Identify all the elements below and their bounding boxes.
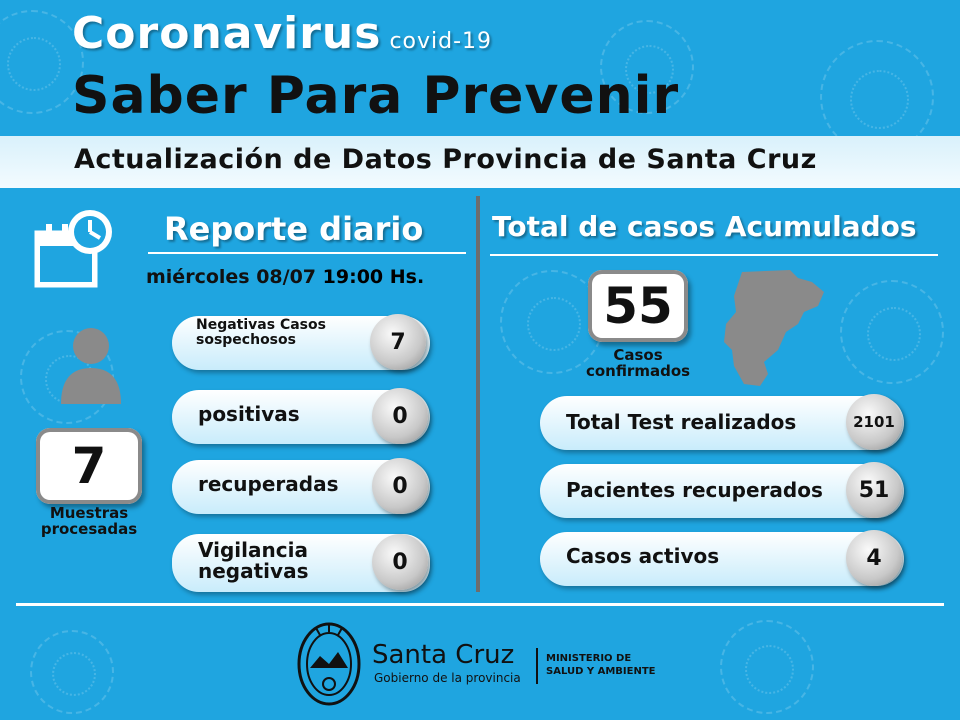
samples-label: Muestras procesadas xyxy=(40,504,138,538)
daily-item-value: 0 xyxy=(372,534,428,590)
confirmed-value: 55 xyxy=(603,277,673,335)
ministry-line-2: SALUD Y AMBIENTE xyxy=(546,666,656,677)
confirmed-label: Casos confirmados xyxy=(585,346,691,380)
daily-item-label: positivas xyxy=(198,402,300,426)
cumulative-item-label: Total Test realizados xyxy=(566,410,797,434)
footer-separator xyxy=(536,648,538,684)
daily-item-label: recuperadas xyxy=(198,472,339,496)
virus-decoration xyxy=(840,280,944,384)
daily-item-value: 0 xyxy=(372,458,428,514)
calendar-clock-icon xyxy=(32,206,118,290)
slogan: Saber Para Prevenir xyxy=(72,66,680,126)
page-title xyxy=(72,8,492,59)
cumulative-title-underline xyxy=(490,254,938,256)
person-icon xyxy=(58,326,124,406)
samples-value: 7 xyxy=(71,437,107,495)
footer-brand: Santa Cruz xyxy=(372,640,515,670)
cumulative-item-value: 51 xyxy=(846,462,902,518)
report-date-text: miércoles 08/07 xyxy=(146,266,317,288)
virus-decoration xyxy=(30,630,114,714)
title-text: Coronavirus xyxy=(72,8,382,59)
banner-text: Actualización de Datos Provincia de Santa Cruz xyxy=(74,144,817,175)
province-map-icon xyxy=(720,266,832,390)
daily-report-title: Reporte diario xyxy=(164,210,424,248)
daily-title-underline xyxy=(148,252,466,254)
coat-of-arms-icon xyxy=(296,622,362,706)
daily-item-value: 0 xyxy=(372,388,428,444)
cumulative-item-label: Pacientes recuperados xyxy=(566,478,823,502)
samples-box xyxy=(36,428,142,504)
section-divider xyxy=(476,196,480,592)
ministry-line-1: MINISTERIO DE xyxy=(546,653,632,664)
cumulative-item-value: 4 xyxy=(846,530,902,586)
virus-decoration xyxy=(720,620,814,714)
footer-divider xyxy=(16,603,944,606)
footer-subtitle: Gobierno de la provincia xyxy=(374,671,521,685)
cumulative-item-value: 2101 xyxy=(846,394,902,450)
cumulative-title: Total de casos Acumulados xyxy=(492,210,917,243)
daily-item-value: 7 xyxy=(370,314,426,370)
daily-item-label: Negativas Casos sospechosos xyxy=(196,317,326,348)
cumulative-item-label: Casos activos xyxy=(566,544,720,568)
report-date xyxy=(146,266,424,288)
report-time: 19:00 Hs. xyxy=(322,266,425,288)
subtitle-text: covid-19 xyxy=(389,29,493,54)
confirmed-box xyxy=(588,270,688,342)
daily-item-label: Vigilancia negativas xyxy=(198,538,309,583)
ministry-label xyxy=(546,652,655,678)
